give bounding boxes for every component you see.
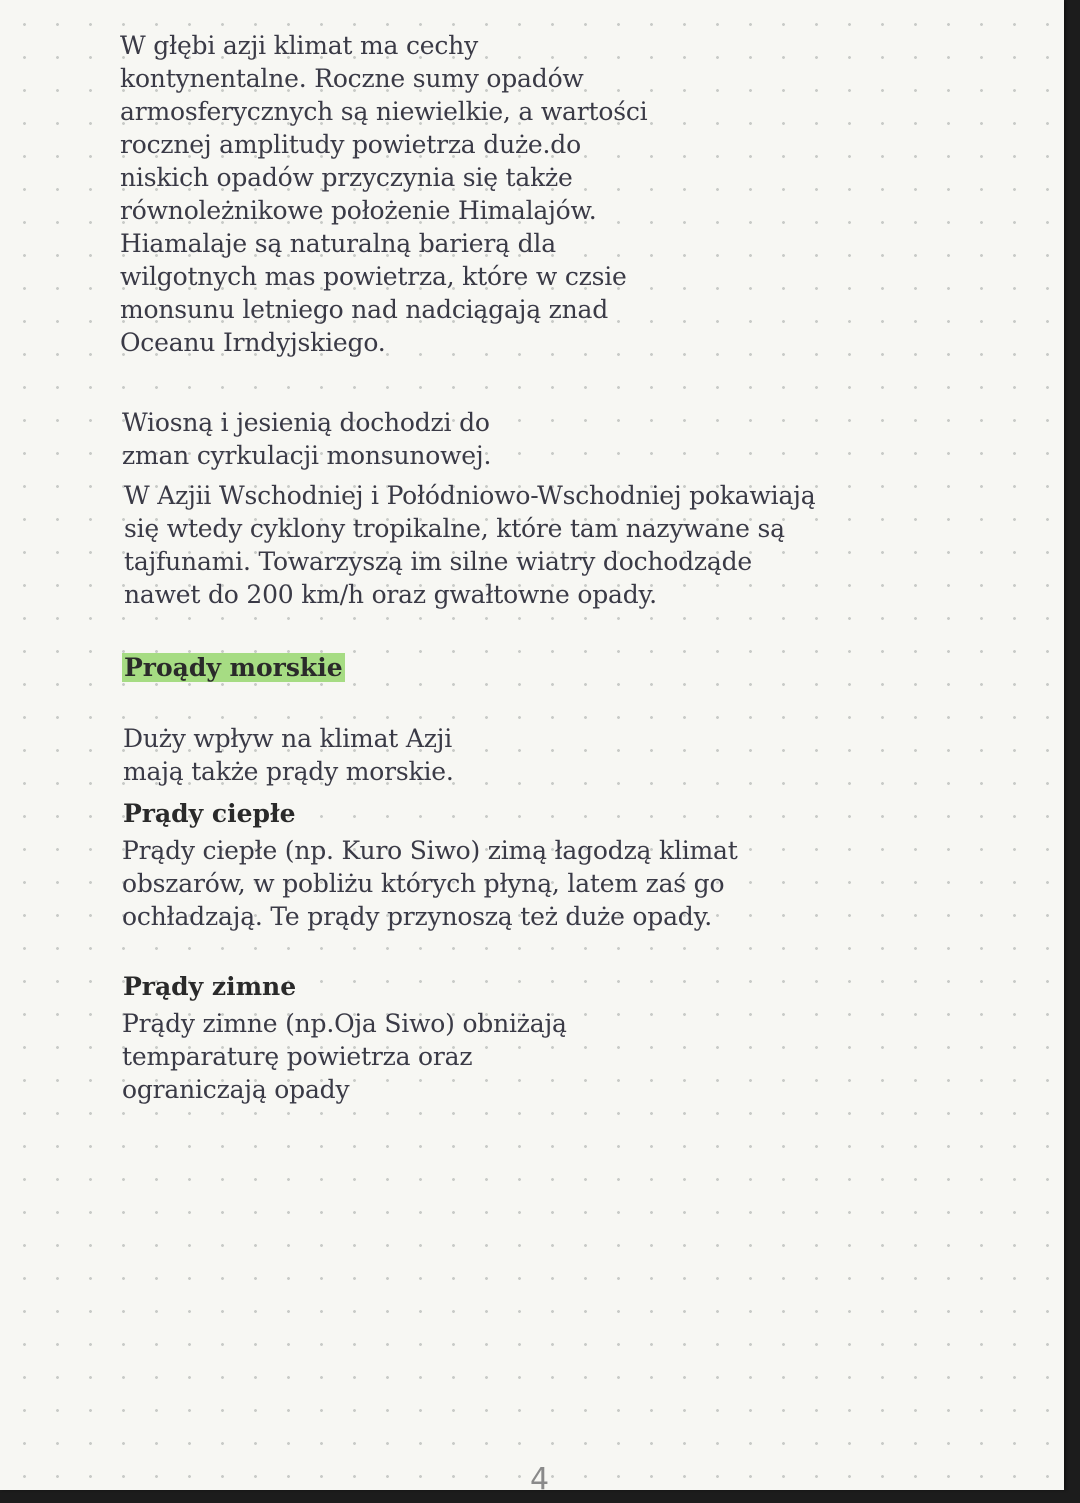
paragraph-warm-currents: Prądy ciepłe (np. Kuro Siwo) zimą łagodzą klimat obszarów, w pobliżu których płyną, latem zaś go ochładzają. Te prądy przynoszą też duże opady. — [122, 836, 738, 931]
paragraph-continental-climate: W głębi azji klimat ma cechy kontynentalne. Roczne sumy opadów armosferycznych są niewielkie, a wartości rocznej amplitudy powietrza duże.do niskich opadów przyczynia się także równoleżnikowe położenie Himalajów. Hiamalaje są naturalną barierą dla wilgotnych mas powietrza, które w czsie monsunu letniego nad nadciągają znad Oceanu Irndyjskiego. — [120, 31, 648, 357]
paragraph-monsoon-change: Wiosną i jesienią dochodzi do zman cyrkulacji monsunowej. — [122, 408, 492, 470]
paragraph-ocean-currents-intro: Duży wpływ na klimat Azji mają także prądy morskie. — [123, 724, 454, 786]
page-number: 4 — [530, 1462, 550, 1490]
paragraph-cold-currents: Prądy zimne (np.Oja Siwo) obniżają temparaturę powietrza oraz ograniczają opady — [122, 1009, 567, 1104]
warm-currents-heading: Prądy ciepłe — [123, 799, 296, 828]
paragraph-typhoons: W Azjii Wschodniej i Połódniowo-Wschodniej pokawiają się wtedy cyklony tropikalne, które tam nazywane są tajfunami. Towarzyszą im silne wiatry dochodząde nawet do 200 km/h oraz gwałtowne opady. — [124, 481, 816, 609]
section-heading — [122, 651, 345, 684]
cold-currents-heading: Prądy zimne — [123, 972, 297, 1001]
section-heading-text: Proądy morskie — [124, 653, 343, 682]
